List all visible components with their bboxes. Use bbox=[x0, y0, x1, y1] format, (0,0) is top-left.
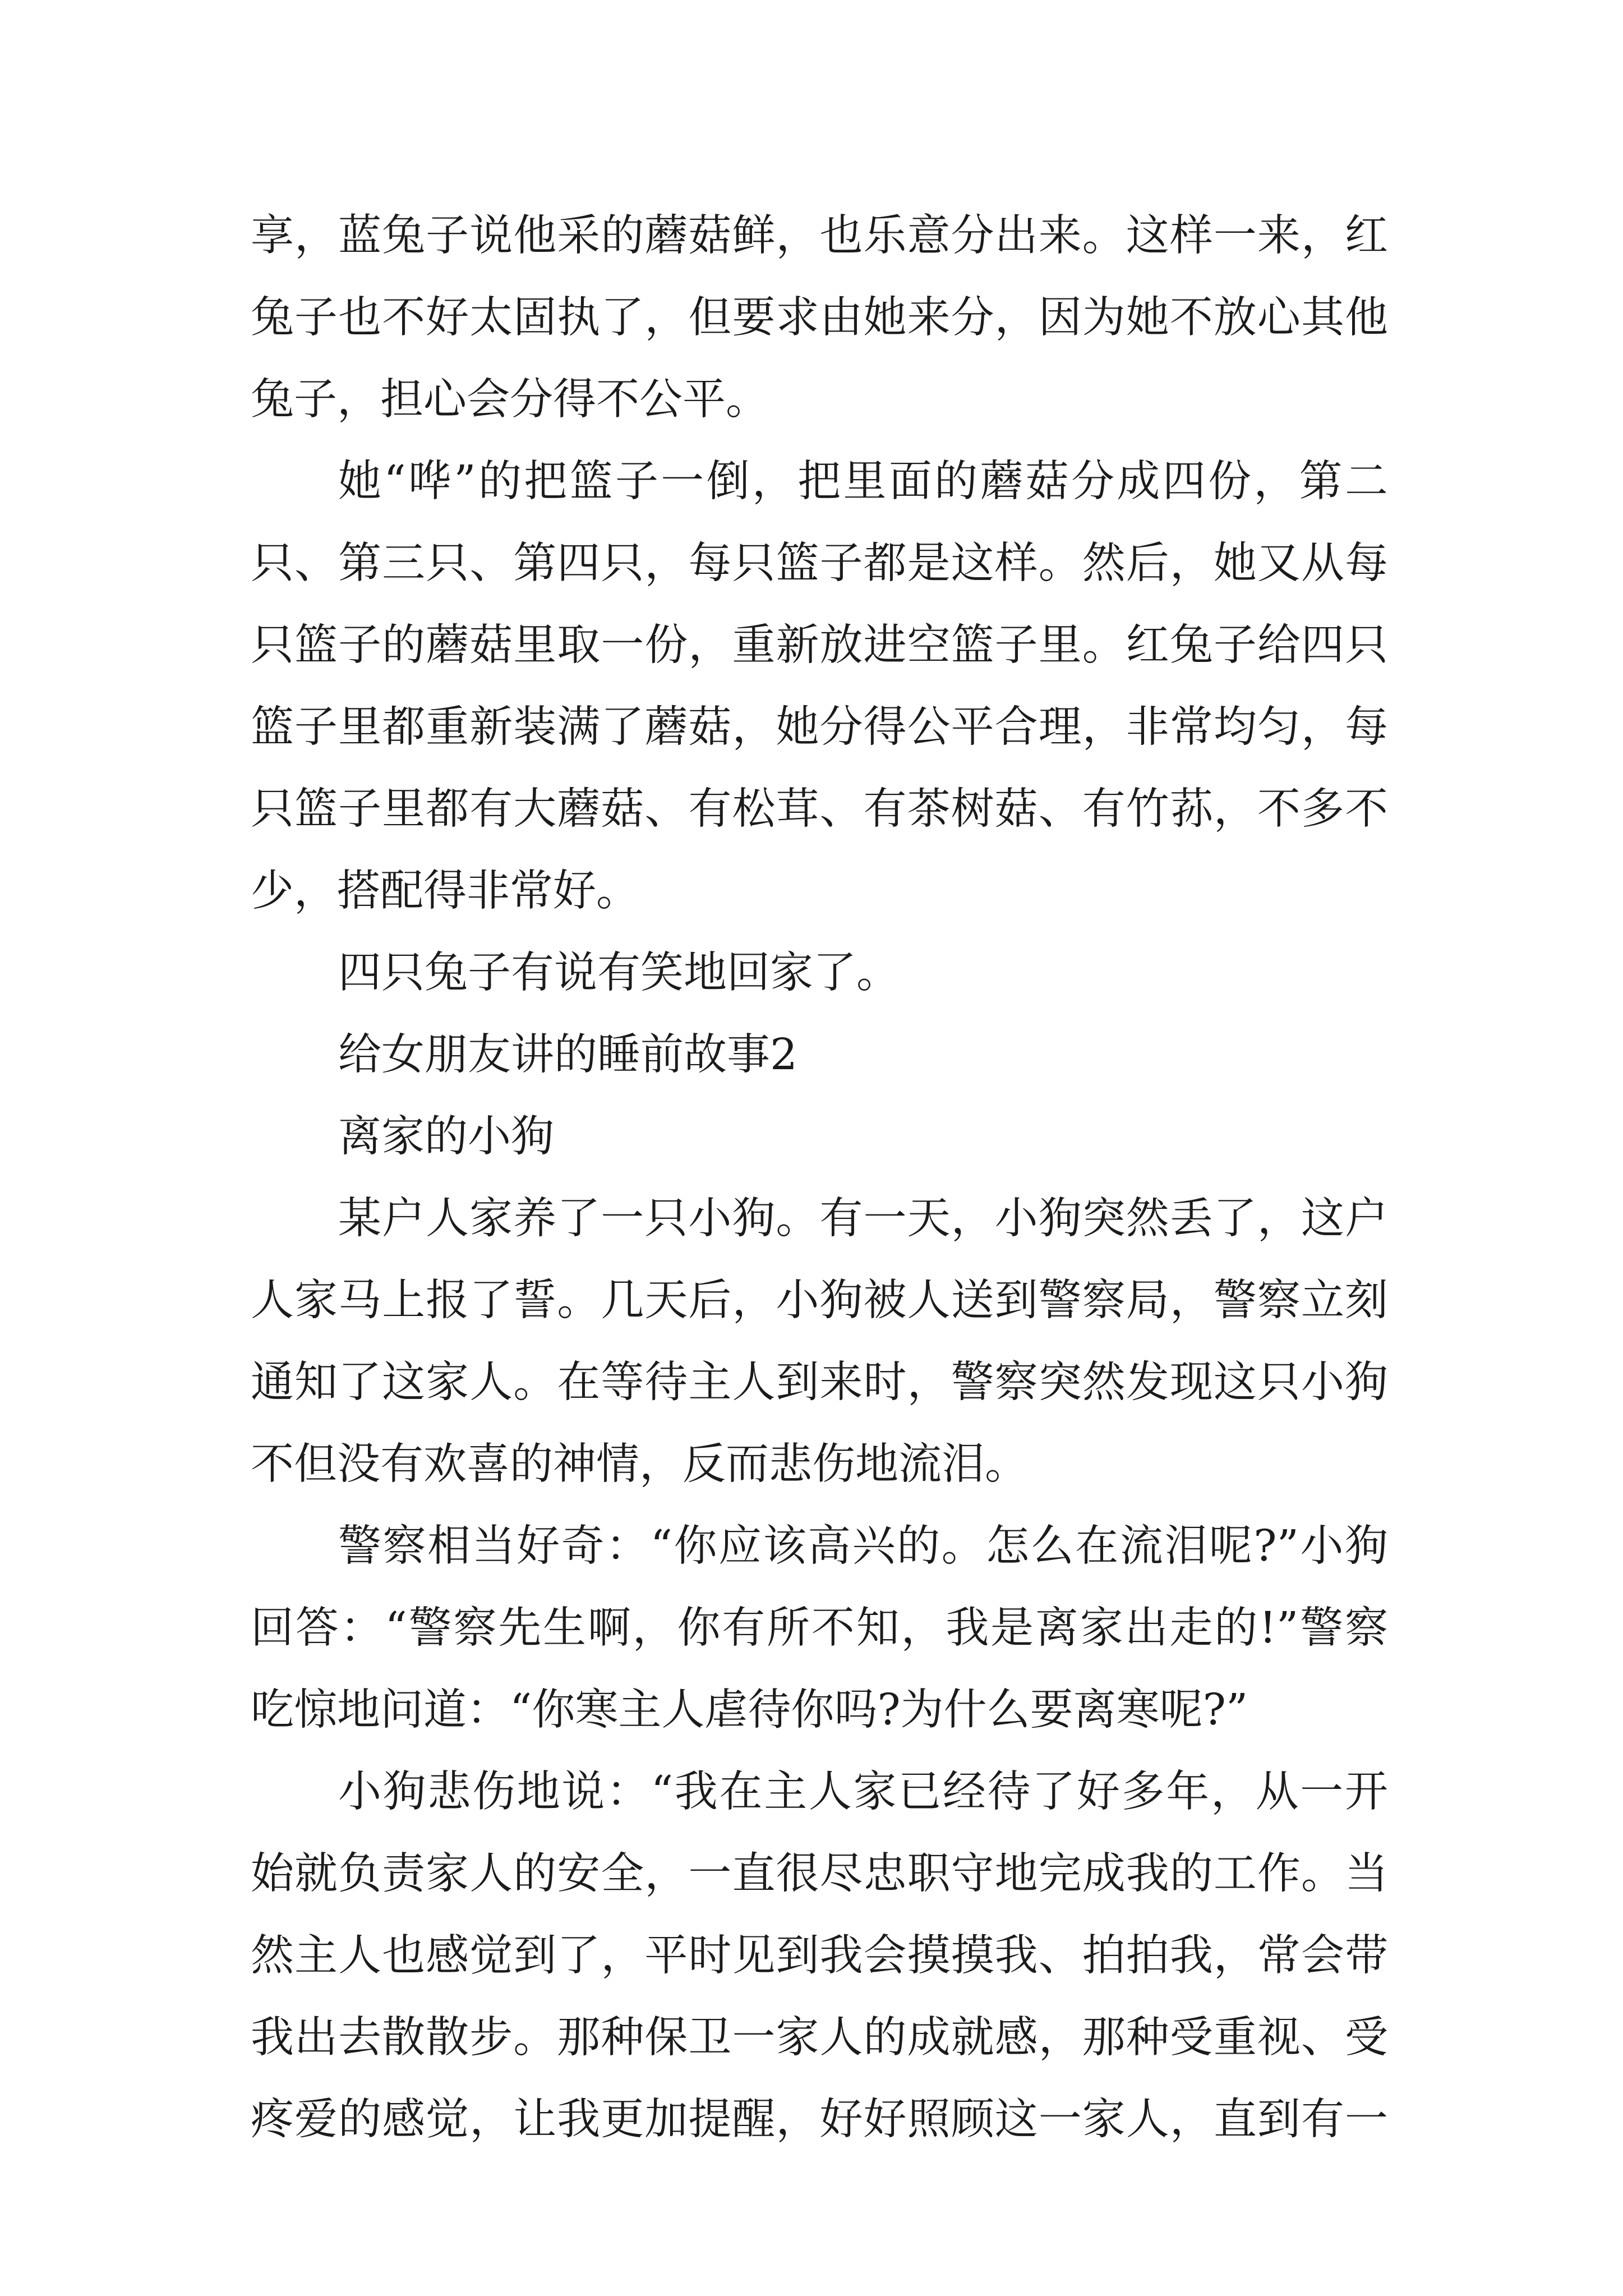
text-line: 然主人也感觉到了，平时见到我会摸摸我、拍拍我，常会带 bbox=[251, 1931, 1388, 1981]
text-line: 我出去散散步。那种保卫一家人的成就感，那种受重视、受 bbox=[251, 2013, 1388, 2063]
text-line: 警察相当好奇：“你应该高兴的。怎么在流泪呢?”小狗 bbox=[338, 1521, 1388, 1571]
text-line: 只篮子的蘑菇里取一份，重新放进空篮子里。红兔子给四只 bbox=[251, 620, 1388, 670]
paragraph bbox=[251, 441, 1388, 932]
paragraph bbox=[251, 1751, 1388, 2161]
section-heading: 给女朋友讲的睡前故事2 bbox=[338, 1030, 797, 1080]
text-line: 小狗悲伤地说：“我在主人家已经待了好多年，从一开 bbox=[338, 1767, 1388, 1817]
text-line: 疼爱的感觉，让我更加提醒，好好照顾这一家人，直到有一 bbox=[251, 2095, 1388, 2145]
text-line: 某户人家养了一只小狗。有一天，小狗突然丢了，这户 bbox=[338, 1194, 1388, 1244]
text-line: 回答：“警察先生啊，你有所不知，我是离家出走的!”警察 bbox=[251, 1603, 1388, 1653]
text-line: 兔子也不好太固执了，但要求由她来分，因为她不放心其他 bbox=[251, 293, 1388, 343]
story-title: 离家的小狗 bbox=[338, 1112, 554, 1162]
text-line: 篮子里都重新装满了蘑菇，她分得公平合理，非常均匀，每 bbox=[251, 702, 1388, 752]
text-line: 四只兔子有说有笑地回家了。 bbox=[338, 948, 900, 998]
text-line: 人家马上报了誓。几天后，小狗被人送到警察局，警察立刻 bbox=[251, 1276, 1388, 1326]
text-line: 兔子，担心会分得不公平。 bbox=[251, 375, 769, 425]
text-line: 享，蓝兔子说他采的蘑菇鲜，也乐意分出来。这样一来，红 bbox=[251, 211, 1388, 261]
paragraph bbox=[251, 1506, 1388, 1751]
text-line: 通知了这家人。在等待主人到来时，警察突然发现这只小狗 bbox=[251, 1358, 1388, 1407]
text-line: 她“哗”的把篮子一倒，把里面的蘑菇分成四份，第二 bbox=[338, 457, 1388, 507]
text-line: 只篮子里都有大蘑菇、有松茸、有茶树菇、有竹荪，不多不 bbox=[251, 784, 1388, 834]
text-line: 只、第三只、第四只，每只篮子都是这样。然后，她又从每 bbox=[251, 539, 1388, 588]
paragraph bbox=[251, 1178, 1388, 1506]
text-line: 始就负责家人的安全，一直很尽忠职守地完成我的工作。当 bbox=[251, 1849, 1388, 1899]
text-line: 不但没有欢喜的神情，反而悲伤地流泪。 bbox=[251, 1439, 1028, 1489]
text-line: 少，搭配得非常好。 bbox=[251, 866, 639, 916]
paragraph bbox=[251, 932, 1388, 1014]
document-body bbox=[251, 195, 1388, 2161]
paragraph bbox=[251, 195, 1388, 441]
text-line: 吃惊地问道：“你寒主人虐待你吗?为什么要离寒呢?” bbox=[251, 1685, 1248, 1735]
